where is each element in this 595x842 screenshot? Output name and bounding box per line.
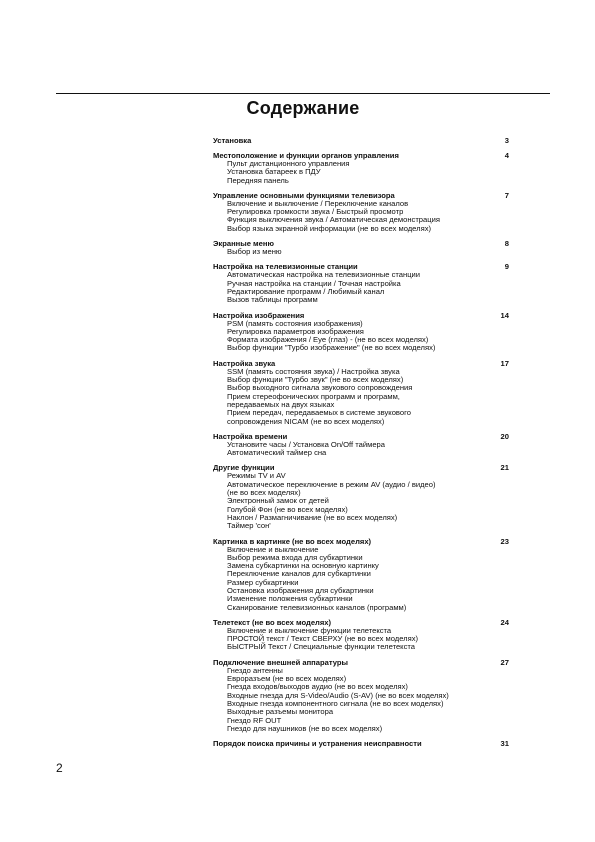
toc-page-number: 24: [500, 617, 509, 627]
toc-heading: Управление основными функциями телевизора: [213, 190, 395, 200]
toc-subitem: Установка батареек в ПДУ: [227, 167, 321, 177]
toc-heading-row: [213, 618, 509, 627]
toc-heading-row: [213, 136, 509, 145]
toc-subitem: Редактирование программ / Любимый канал: [227, 286, 385, 296]
toc-subitem: Гнездо для наушников (не во всех моделях): [227, 723, 383, 733]
toc-subitem: Включение и выключение: [227, 544, 319, 554]
toc-page-number: 14: [500, 310, 509, 320]
toc-subitem: Евроразъем (не во всех моделях): [227, 674, 347, 684]
toc-subitem: Автоматическое переключение в режим AV (аудио / видео): [227, 479, 436, 489]
toc-subitem: Переключение каналов для субкартинки: [227, 569, 371, 579]
toc-subitem: Включение и выключение / Переключение каналов: [227, 198, 409, 208]
toc-subitem: SSM (память состояния звука) / Настройка звука: [227, 366, 400, 376]
toc-page-number: 8: [504, 239, 509, 249]
toc-subitem: сопровождения NICAM (не во всех моделях): [227, 416, 385, 426]
toc-subitem: Размер субкартинки: [227, 577, 299, 587]
toc-heading: Экранные меню: [213, 239, 274, 249]
toc-subitem: Гнездо RF OUT: [227, 715, 282, 725]
toc-page-number: 31: [500, 739, 509, 749]
toc-subitem: ПРОСТОЙ текст / Текст СВЕРХУ (не во всех моделях): [227, 634, 419, 644]
toc-page-number: 7: [504, 190, 509, 200]
toc-subitem: Голубой Фон (не во всех моделях): [227, 504, 348, 514]
toc-subitem: Установите часы / Установка On/Off таймера: [227, 439, 385, 449]
toc-subitem: (не во всех моделях): [227, 488, 301, 498]
toc-subitem: передаваемых на двух языках: [227, 399, 335, 409]
toc-subitem: Таймер 'сон': [227, 521, 271, 531]
toc-subitem: Формата изображения / Eye (глаз) - (не во всех моделях): [227, 335, 429, 345]
toc-subitem: Выбор из меню: [227, 247, 282, 257]
toc-heading: Настройка времени: [213, 431, 288, 441]
toc-subitem: Гнездо антенны: [227, 665, 283, 675]
toc-subitem: Входные гнезда компонентного сигнала (не во всех моделях): [227, 698, 444, 708]
toc-heading-row: [213, 262, 509, 271]
toc-heading: Картинка в картинке (не во всех моделях): [213, 536, 372, 546]
toc-section: [213, 191, 509, 233]
toc-heading-row: [213, 463, 509, 472]
toc-subitem: Функция выключения звука / Автоматическая демонстрация: [227, 215, 440, 225]
toc-subitem: Передняя панель: [227, 175, 289, 185]
toc-heading-row: [213, 658, 509, 667]
toc-subitem: Выходные разъемы монитора: [227, 707, 334, 717]
toc-section: [213, 311, 509, 353]
toc-subitem: Наклон / Размагничивание (не во всех моделях): [227, 512, 398, 522]
toc-page-number: 23: [500, 536, 509, 546]
toc-page-number: 9: [504, 262, 509, 272]
toc-subitem: Прием передач, передаваемых в системе звукового: [227, 408, 411, 418]
toc-section: [213, 136, 509, 145]
toc-heading: Подключение внешней аппаратуры: [213, 657, 348, 667]
toc-subitem: Пульт дистанционного управления: [227, 159, 350, 168]
toc-subitem: Вызов таблицы программ: [227, 295, 318, 305]
toc-subitem: Изменение положения субкартинки: [227, 594, 353, 604]
toc-heading-row: [213, 359, 509, 368]
toc-heading: Телетекст (не во всех моделях): [213, 617, 332, 627]
toc-heading: Настройка изображения: [213, 310, 305, 320]
toc-heading: Настройка звука: [213, 358, 276, 368]
toc-subitem: Выбор функции "Турбо звук" (не во всех моделях): [227, 375, 404, 385]
toc-section: [213, 463, 509, 530]
toc-subitem: Прием стереофонических программ и программ,: [227, 391, 400, 401]
toc-page-number: 21: [500, 463, 509, 473]
toc-subitem: Замена субкартинки на основную картинку: [227, 561, 379, 571]
table-of-contents: [213, 136, 509, 754]
toc-section: [213, 432, 509, 458]
toc-subitem: Электронный замок от детей: [227, 496, 329, 506]
toc-heading: Настройка на телевизионные станции: [213, 262, 358, 272]
toc-subitem: Выбор выходного сигнала звукового сопровождения: [227, 383, 413, 393]
toc-section: [213, 239, 509, 256]
toc-subitem: Гнезда входов/выходов аудио (не во всех моделях): [227, 682, 408, 692]
toc-heading-row: [213, 432, 509, 441]
toc-heading: Другие функции: [213, 463, 275, 473]
toc-heading: Порядок поиска причины и устранения неисправности: [213, 739, 422, 749]
toc-subitem: Входные гнезда для S-Video/Audio (S-AV) (не во всех моделях): [227, 690, 449, 700]
toc-subitem: Выбор функции "Турбо изображение" (не во всех моделях): [227, 343, 436, 353]
toc-heading-row: [213, 537, 509, 546]
toc-section: [213, 658, 509, 733]
toc-heading-row: [213, 311, 509, 320]
toc-heading: Местоположение и функции органов управления: [213, 151, 399, 160]
toc-heading-row: [213, 239, 509, 248]
toc-page-number: 4: [504, 151, 509, 160]
toc-heading: Установка: [213, 136, 252, 145]
toc-subitem: Ручная настройка на станции / Точная настройка: [227, 278, 401, 288]
toc-section: [213, 262, 509, 304]
toc-subitem: Регулировка громкости звука / Быстрый просмотр: [227, 207, 404, 217]
toc-subitem: Выбор языка экранной информации (не во всех моделях): [227, 223, 432, 233]
toc-page-number: 20: [500, 431, 509, 441]
toc-page-number: 27: [500, 657, 509, 667]
page-number: 2: [56, 761, 63, 775]
toc-heading-row: [213, 191, 509, 200]
toc-subitem: PSM (память состояния изображения): [227, 318, 363, 328]
toc-subitem: Включение и выключение функции телетекста: [227, 625, 392, 635]
toc-section: [213, 739, 509, 748]
toc-section: [213, 151, 509, 185]
toc-subitem: Сканирование телевизионных каналов (программ): [227, 602, 407, 612]
toc-subitem: Остановка изображения для субкартинки: [227, 585, 374, 595]
toc-subitem: Режимы TV и AV: [227, 471, 286, 481]
toc-subitem: Автоматическая настройка на телевизионные станции: [227, 270, 421, 280]
toc-heading-row: [213, 739, 509, 748]
toc-heading-row: [213, 151, 509, 160]
toc-section: [213, 618, 509, 652]
toc-subitem: Автоматический таймер сна: [227, 448, 327, 458]
toc-page-number: 3: [504, 136, 509, 145]
page-title: Содержание: [246, 98, 360, 118]
toc-subitem: Выбор режима входа для субкартинки: [227, 552, 363, 562]
toc-subitem: Регулировка параметров изображения: [227, 326, 364, 336]
toc-section: [213, 359, 509, 426]
toc-page-number: 17: [500, 358, 509, 368]
toc-subitem: БЫСТРЫЙ Текст / Специальные функции телетекста: [227, 642, 416, 652]
toc-section: [213, 537, 509, 612]
